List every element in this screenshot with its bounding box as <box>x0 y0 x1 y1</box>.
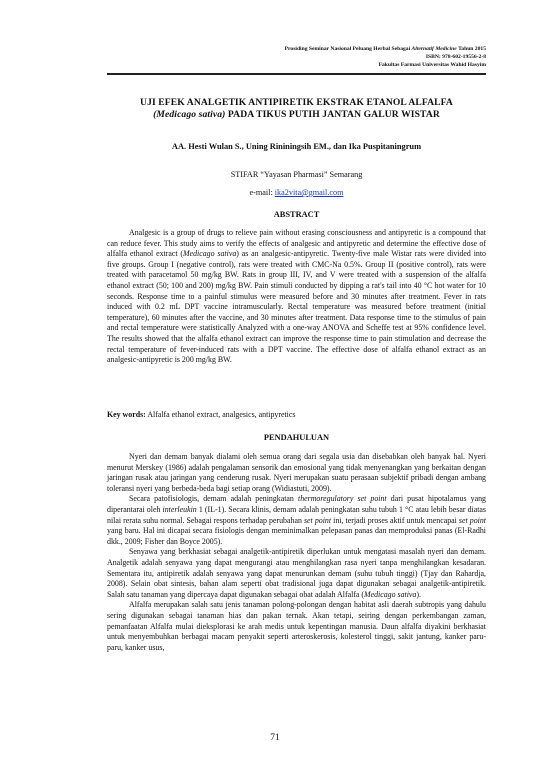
abstract-body: Analgesic is a group of drugs to relieve pain without erasing consciousness and antipyretic is a compound that can reduce fever. This study aims to verify the effects of analgesic and antipyretic and determine the effective dose of alfalfa ethanol extract (Medicago sativa) as an analgesic-antipyretic. Twenty-five male Wistar rats were divided into five groups. Group I (negative control), rats were treated with CMC-Na 0.5%. Group II (positive control), rats were treated with paracetamol 50 mg/kg BW. Rats in group III, IV, and V were treated with a suspension of the alfalfa ethanol extract (50; 100 and 200) mg/kg BW. Pain stimuli conducted by dipping a rat's tail into 40 °C hot water for 10 seconds. Response time to a painful stimulus were measured before and 30 minutes after treatment. Fever in rats induced with 0.2 mL DPT vaccine intramuscularly. Rectal temperature was measured before treatment (initial temperature), 60 minutes after the vaccine, and 30 minutes after treatment. Data response time to the stimulus of pain and rectal temperature were statistically Analyzed with a one-way ANOVA and Scheffe test at 95% confidence level. The results showed that the alfalfa ethanol extract can improve the response time to pain stimulation and decrease the rectal temperature of fever-induced rats with a DPT vaccine. The effective dose of alfalfa ethanol extract as an analgesic-antipyretic is 200 mg/kg BW. <box>107 228 486 365</box>
intro-paragraph-3: Senyawa yang berkhasiat sebagai analgetik-antipiretik diperlukan untuk mengatasi masalah nyeri dan demam. Analgetik adalah senyawa yang dapat mengurangi atau menghilangkan rasa nyeri tanpa menghilangkan kesadaran. Sementara itu, antipiretik adalah senyawa yang dapat menurunkan demam (suhu tubuh tinggi) (Tjay dan Rahardja, 2008). Selain obat sintesis, bahan alam seperti obat tradisional juga dapat digunakan sebagai analgetik-antipiretik. Salah satu tanaman yang dipercaya dapat digunakan sebagai obat adalah Alfalfa (Medicago sativa). <box>107 547 486 599</box>
header-divider <box>107 73 486 75</box>
paper-title: UJI EFEK ANALGETIK ANTIPIRETIK EKSTRAK ETANOL ALFALFA (Medicago sativa) PADA TIKUS PUTIH JANTAN GALUR WISTAR <box>140 97 453 120</box>
isbn-line: ISBN: 978-602-19556-2-8 <box>425 54 486 61</box>
keywords: Key words: Alfalfa ethanol extract, analgesics, antipyretics <box>107 410 296 419</box>
page-number: 71 <box>270 732 280 743</box>
intro-body <box>107 452 486 653</box>
faculty-line: Fakultas Farmasi Universitas Wahid Hasyim <box>378 62 486 69</box>
email-link[interactable]: ika2vita@gmail.com <box>274 188 344 197</box>
intro-paragraph-4: Alfalfa merupakan salah satu jenis tanaman polong-polongan dengan habitat asli daerah subtropis yang dahulu sering digunakan sebagai tanaman hias dan pakan ternak. Akan tetapi, seiring dengan perkembangan zaman, pemanfaatan Alfalfa mulai dieksplorasi ke arah medis untuk kepentingan manusia. Daun alfalfa diyakini berkhasiat untuk menyembuhkan berbagai macam penyakit seperti arteroskerosis, kolesterol tinggi, sakit jantung, kanker paru-paru, kanker usus, <box>107 600 486 652</box>
affiliation: STIFAR “Yayasan Pharmasi” Semarang <box>230 170 363 179</box>
intro-heading: PENDAHULUAN <box>263 433 330 442</box>
intro-paragraph-1: Nyeri dan demam banyak dialami oleh semua orang dari segala usia dan disebabkan oleh banyak hal. Nyeri menurut Merskey (1986) adalah pengalaman sensorik dan emosional yang tidak menyenangkan yang berkaitan dengan jaringan rusak atau jaringan yang cenderung rusak. Nyeri merupakan suatu perasaan subjektif pribadi dengan ambang toleransi nyeri yang berbeda-beda bagi setiap orang (Widiastuti, 2009). <box>107 452 486 493</box>
authors: AA. Hesti Wulan S., Uning Rininingsih EM., dan Ika Puspitaningrum <box>171 142 422 151</box>
proceedings-line: Prosiding Seminar Nasional Peluang Herbal Sebagai Alternatif Medicine Tahun 2015 <box>284 46 486 52</box>
abstract-heading: ABSTRACT <box>273 210 320 219</box>
intro-paragraph-2: Secara patofisiologis, demam adalah peningkatan thermoregulatory set point dari pusat hipotalamus yang diperantarai oleh interleukin 1 (IL-1). Secara klinis, demam adalah peningkatan suhu tubuh 1 °C atau lebih besar diatas nilai rerata suhu normal. Sebagai respons terhadap perubahan set point ini, terjadi proses aktif untuk mencapai set point yang baru. Hal ini dicapai secara fisiologis dengan meminimalkan pelepasan panas dan memproduksi panas (El-Radhi dkk., 2009; Fisher dan Boyce 2005). <box>107 494 486 546</box>
email-line: e-mail: ika2vita@gmail.com <box>249 188 344 197</box>
running-header <box>285 45 486 70</box>
